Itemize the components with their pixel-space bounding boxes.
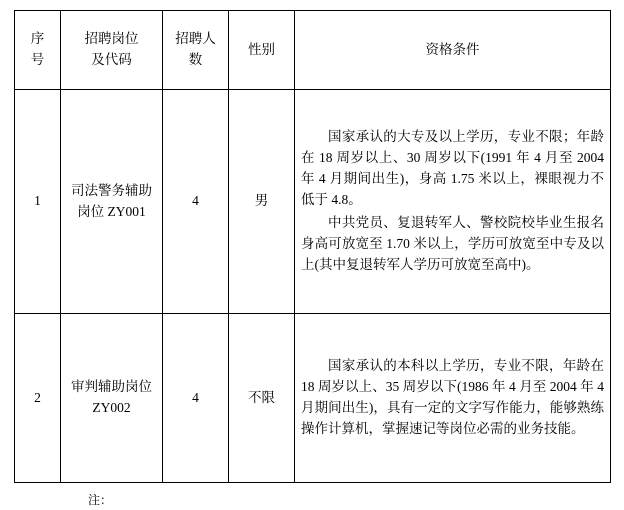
column-header-number <box>163 11 229 90</box>
column-header-post <box>61 11 163 90</box>
cell-requirements <box>295 90 611 314</box>
column-header-requirements <box>295 11 611 90</box>
column-header-number-line1: 招聘人 <box>175 31 216 47</box>
cell-sex: 男 <box>229 90 295 314</box>
column-header-seq <box>15 11 61 90</box>
column-header-seq-line2: 号 <box>30 52 45 67</box>
table-header <box>15 11 611 90</box>
requirement-paragraph: 国家承认的本科以上学历，专业不限，年龄在 18 周岁以上、35 周岁以下(1986 年 4 月至 2004 年 4 月期间出生)，具有一定的文字写作能力，能够熟练操作计算机，掌握速记等岗位必需的业务技能。 <box>301 358 604 436</box>
cell-post-line2: ZY002 <box>92 400 131 415</box>
requirement-paragraph: 国家承认的大专及以上学历，专业不限；年龄在 18 周岁以上、30 周岁以下(1991 年 4 月至 2004 年 4 月期间出生)，身高 1.75 米以上，裸眼视力不低于 4.8。 <box>301 129 604 208</box>
table-body <box>15 90 611 483</box>
recruitment-table <box>14 10 611 483</box>
cell-post <box>61 90 163 314</box>
column-header-post-line2: 及代码 <box>91 52 132 67</box>
column-header-sex <box>229 11 295 90</box>
cell-post-line2: 岗位 ZY001 <box>77 203 146 219</box>
cell-number: 4 <box>163 90 229 314</box>
cell-post-line1: 司法警务辅助 <box>71 182 152 198</box>
cell-seq: 1 <box>15 90 61 314</box>
column-header-sex-line1: 性别 <box>248 41 275 57</box>
cell-requirements <box>295 314 611 483</box>
cell-post-line1: 审判辅助岗位 <box>71 379 152 395</box>
table-row <box>15 90 611 314</box>
cell-post <box>61 314 163 483</box>
column-header-post-line1: 招聘岗位 <box>84 31 139 47</box>
cell-number: 4 <box>163 314 229 483</box>
column-header-requirements-line1: 资格条件 <box>425 41 480 57</box>
cell-sex: 不限 <box>229 314 295 483</box>
requirement-paragraph: 中共党员、复退转军人、警校院校毕业生报名身高可放宽至 1.70 米以上，学历可放宽至中专及以上(其中复退转军人学历可放宽至高中)。 <box>301 214 604 272</box>
column-header-seq-line1: 序 <box>30 31 45 47</box>
cell-seq: 2 <box>15 314 61 483</box>
column-header-number-line2: 数 <box>188 52 203 67</box>
table-row <box>15 314 611 483</box>
table-header-row <box>15 11 611 90</box>
footnote: 注： <box>88 493 113 507</box>
